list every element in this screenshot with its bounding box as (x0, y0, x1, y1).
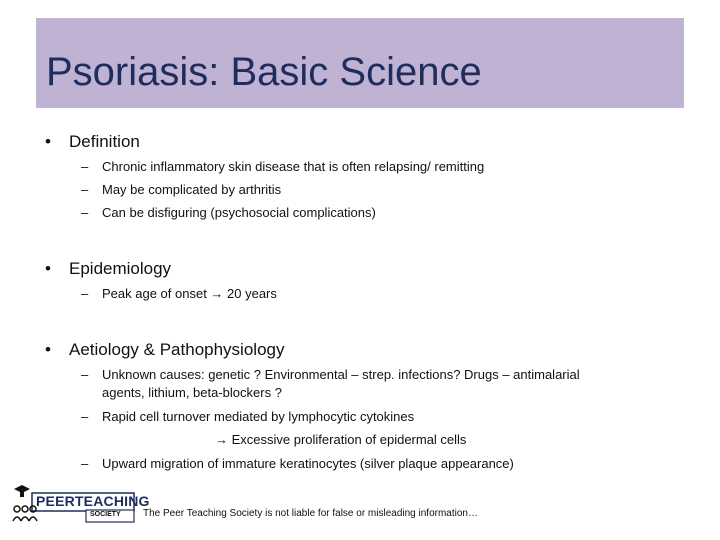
logo-society: SOCIETY (90, 511, 121, 518)
bullet: • (45, 259, 51, 278)
list-item (81, 456, 514, 472)
bullet: • (45, 340, 51, 359)
list-item-text: Chronic inflammatory skin disease that is often relapsing/ remitting (102, 159, 485, 174)
section-heading-text: Aetiology & Pathophysiology (69, 340, 285, 359)
footer-disclaimer: The Peer Teaching Society is not liable for false or misleading information… (143, 508, 478, 519)
list-item-text: Upward migration of immature keratinocytes (silver plaque appearance) (102, 456, 514, 471)
list-item (81, 409, 414, 425)
list-item (81, 367, 580, 383)
peer-teaching-logo (12, 483, 150, 528)
list-item (81, 182, 281, 198)
section-heading-text: Definition (69, 132, 140, 151)
dash: – (81, 286, 89, 301)
dash: – (81, 456, 89, 471)
list-item-continuation: agents, lithium, beta-blockers ? (102, 385, 282, 400)
list-item-text: Unknown causes: genetic ? Environmental – strep. infections? Drugs – antimalarial (102, 367, 580, 382)
dash: – (81, 205, 89, 220)
section-heading-text: Epidemiology (69, 259, 172, 278)
list-item-text: Can be disfiguring (psychosocial complications) (102, 205, 376, 220)
dash: – (81, 159, 89, 174)
section-heading-definition (45, 132, 140, 152)
slide-title: Psoriasis: Basic Science (46, 50, 482, 94)
list-item-text: May be complicated by arthritis (102, 182, 282, 197)
section-heading-aetiology (45, 340, 284, 360)
list-item-text: Peak age of onset → 20 years (102, 286, 277, 301)
list-item-text: Rapid cell turnover mediated by lymphocytic cytokines (102, 409, 415, 424)
logo-word: PEERTEACHING (36, 493, 150, 509)
list-item (81, 159, 484, 175)
dash: – (81, 182, 89, 197)
dash: – (81, 367, 89, 382)
list-item-indented: → Excessive proliferation of epidermal cells (215, 432, 467, 447)
title-bar (36, 18, 684, 108)
dash: – (81, 409, 89, 424)
list-item (81, 286, 277, 302)
list-item (81, 205, 376, 221)
section-heading-epidemiology (45, 259, 171, 279)
bullet: • (45, 132, 51, 151)
